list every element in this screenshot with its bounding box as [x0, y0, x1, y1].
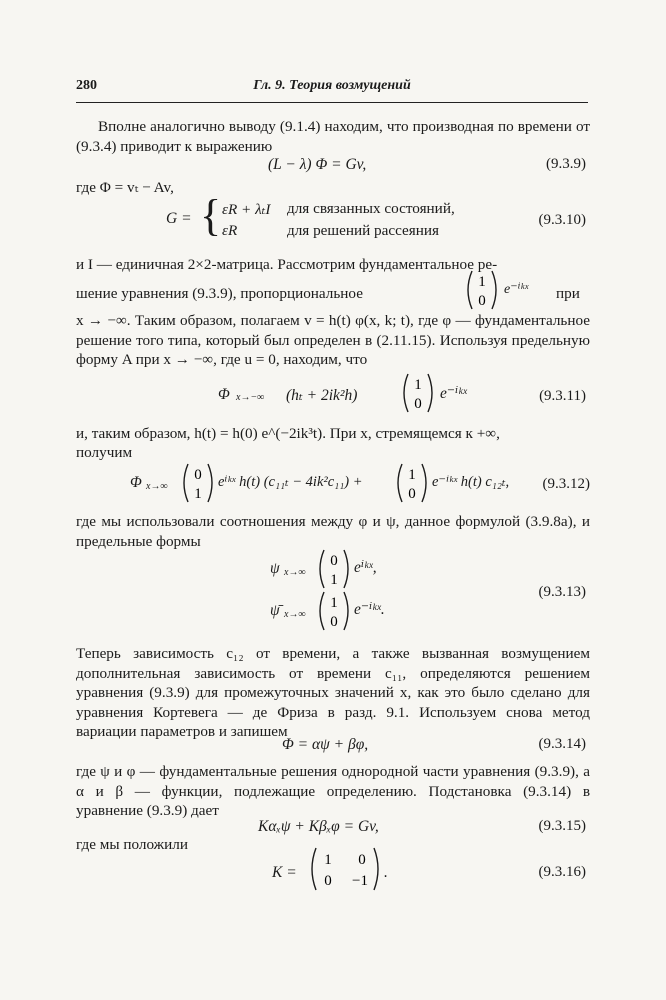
- svg-text:0: 0: [408, 486, 416, 502]
- svg-text:0: 0: [324, 873, 332, 889]
- equation-9-3-16-lhs: K =: [272, 864, 297, 881]
- vector-exponent: e⁻ⁱᵏˣ: [504, 282, 529, 297]
- svg-text:0: 0: [478, 293, 486, 309]
- equation-9-3-15: Kαₓψ + Kβₓφ = Gv,: [258, 818, 379, 835]
- equation-number-9-3-10: (9.3.10): [538, 212, 586, 228]
- equation-9-3-12-part1: eⁱᵏˣ h(t) (c₁₁ₜ − 4ik²c₁₁) +: [218, 474, 363, 490]
- svg-text:1: 1: [414, 377, 422, 393]
- svg-text:1: 1: [330, 572, 338, 588]
- paragraph-1: Вполне аналогично выводу (9.1.4) находим, что производная по времени от (9.3.4) приводит к выражению: [76, 118, 590, 155]
- paragraph-3-line-1: и, таким образом, h(t) = h(0) e^(−2ik³t). При x, стремящемся к +∞,: [76, 425, 500, 442]
- svg-text:1: 1: [408, 467, 416, 483]
- svg-text:0: 0: [330, 614, 338, 630]
- page-header: [76, 78, 588, 103]
- equation-9-3-9: (L − λ) Φ = Gv,: [268, 156, 367, 173]
- equation-number-9-3-9: (9.3.9): [546, 156, 586, 172]
- case-2-expr: εR: [222, 222, 238, 239]
- equation-9-3-16-dot: .: [384, 864, 388, 881]
- equation-9-3-13-exp1: eⁱᵏˣ,: [354, 559, 377, 576]
- column-vector-0-1: [178, 462, 218, 504]
- paragraph-2-rest: x → −∞. Таким образом, полагаем v = h(t) φ(x, k; t), где φ — фундаментальное решение того типа, который был определен в (2.11.15). Используя предельную форму A при x → −∞, где u = 0, находим, что: [76, 312, 590, 368]
- case-2: [222, 222, 237, 240]
- running-title: Гл. 9. Теория возмущений: [253, 78, 411, 93]
- limit-arrow: x→−∞: [236, 392, 265, 403]
- equation-number-9-3-14: (9.3.14): [538, 736, 586, 752]
- equation-9-3-12-part2: e⁻ⁱᵏˣ h(t) c₁₂ₜ,: [432, 474, 510, 490]
- where-phi: где Φ = vₜ − Av,: [76, 179, 174, 196]
- svg-text:1: 1: [324, 852, 332, 868]
- paragraph-2-line-1: и I — единичная 2×2-матрица. Рассмотрим фундаментальное ре-: [76, 256, 498, 273]
- matrix-k: [306, 846, 384, 892]
- case-1-text: для связанных состояний,: [287, 200, 455, 217]
- limit-arrow-2: x→∞: [146, 481, 168, 492]
- svg-text:0: 0: [194, 467, 202, 483]
- equation-number-9-3-11: (9.3.11): [539, 388, 586, 404]
- equation-9-3-12-lhs: Φ: [130, 474, 142, 491]
- where-we-set: где мы положили: [76, 836, 188, 853]
- paragraph-4: где мы использовали соотношения между φ и ψ, данное формулой (3.9.8а), и предельные формы: [76, 513, 590, 550]
- equation-number-9-3-13: (9.3.13): [538, 584, 586, 600]
- paragraph-2-line-2b: при: [556, 285, 580, 302]
- column-vector-1-0-b: [398, 372, 438, 414]
- left-brace: {: [200, 191, 222, 240]
- paragraph-3-line-2: получим: [76, 444, 133, 461]
- svg-text:0: 0: [358, 852, 366, 868]
- equation-9-3-13-exp2: e⁻ⁱᵏˣ.: [354, 601, 385, 618]
- paragraph-5: Теперь зависимость c₁₂ от времени, а также вызванная возмущением дополнительная зависимость от времени c₁₁, определяются решением уравнения (9.3.9) для промежуточных значений x, как это было сделано для уравнения Кортевега — де Фриза в разд. 9.1. Используем снова метод вариации параметров и запишем: [76, 645, 590, 740]
- equation-9-3-14: Φ = αψ + βφ,: [282, 736, 369, 753]
- svg-text:−1: −1: [352, 873, 368, 889]
- equation-9-3-10-lhs: G =: [166, 210, 192, 227]
- svg-text:0: 0: [414, 396, 422, 412]
- equation-9-3-11-rhs: (hₜ + 2ik²h): [286, 387, 358, 404]
- svg-text:1: 1: [194, 486, 202, 502]
- paragraph-2-line-2a: шение уравнения (9.3.9), пропорциональное: [76, 285, 363, 302]
- case-1-expr: εR + λₜI: [222, 201, 271, 218]
- column-vector-0-1-b: [314, 548, 354, 590]
- page-number: 280: [76, 78, 97, 93]
- limit-arrow-4: x→∞: [284, 609, 306, 620]
- equation-number-9-3-12: (9.3.12): [542, 476, 590, 492]
- psi-bar: ψ̄: [270, 602, 280, 619]
- column-vector-1-0-c: [392, 462, 432, 504]
- equation-number-9-3-15: (9.3.15): [538, 818, 586, 834]
- column-vector-1-0-d: [314, 590, 354, 632]
- svg-text:1: 1: [330, 595, 338, 611]
- column-vector-1-0: [462, 269, 502, 311]
- limit-arrow-3: x→∞: [284, 567, 306, 578]
- equation-9-3-11-lhs: Φ: [218, 386, 230, 403]
- svg-text:1: 1: [478, 274, 486, 290]
- case-2-text: для решений рассеяния: [287, 222, 440, 239]
- svg-text:0: 0: [330, 553, 338, 569]
- case-1: [222, 200, 270, 219]
- equation-9-3-11-exp: e⁻ⁱᵏˣ: [440, 385, 467, 402]
- psi: ψ: [270, 560, 280, 577]
- equation-number-9-3-16: (9.3.16): [538, 864, 586, 880]
- paragraph-6: где ψ и φ — фундаментальные решения однородной части уравнения (9.3.9), а α и β — функции, подлежащие определению. Подстановка (9.3.14) в уравнение (9.3.9) дает: [76, 763, 590, 819]
